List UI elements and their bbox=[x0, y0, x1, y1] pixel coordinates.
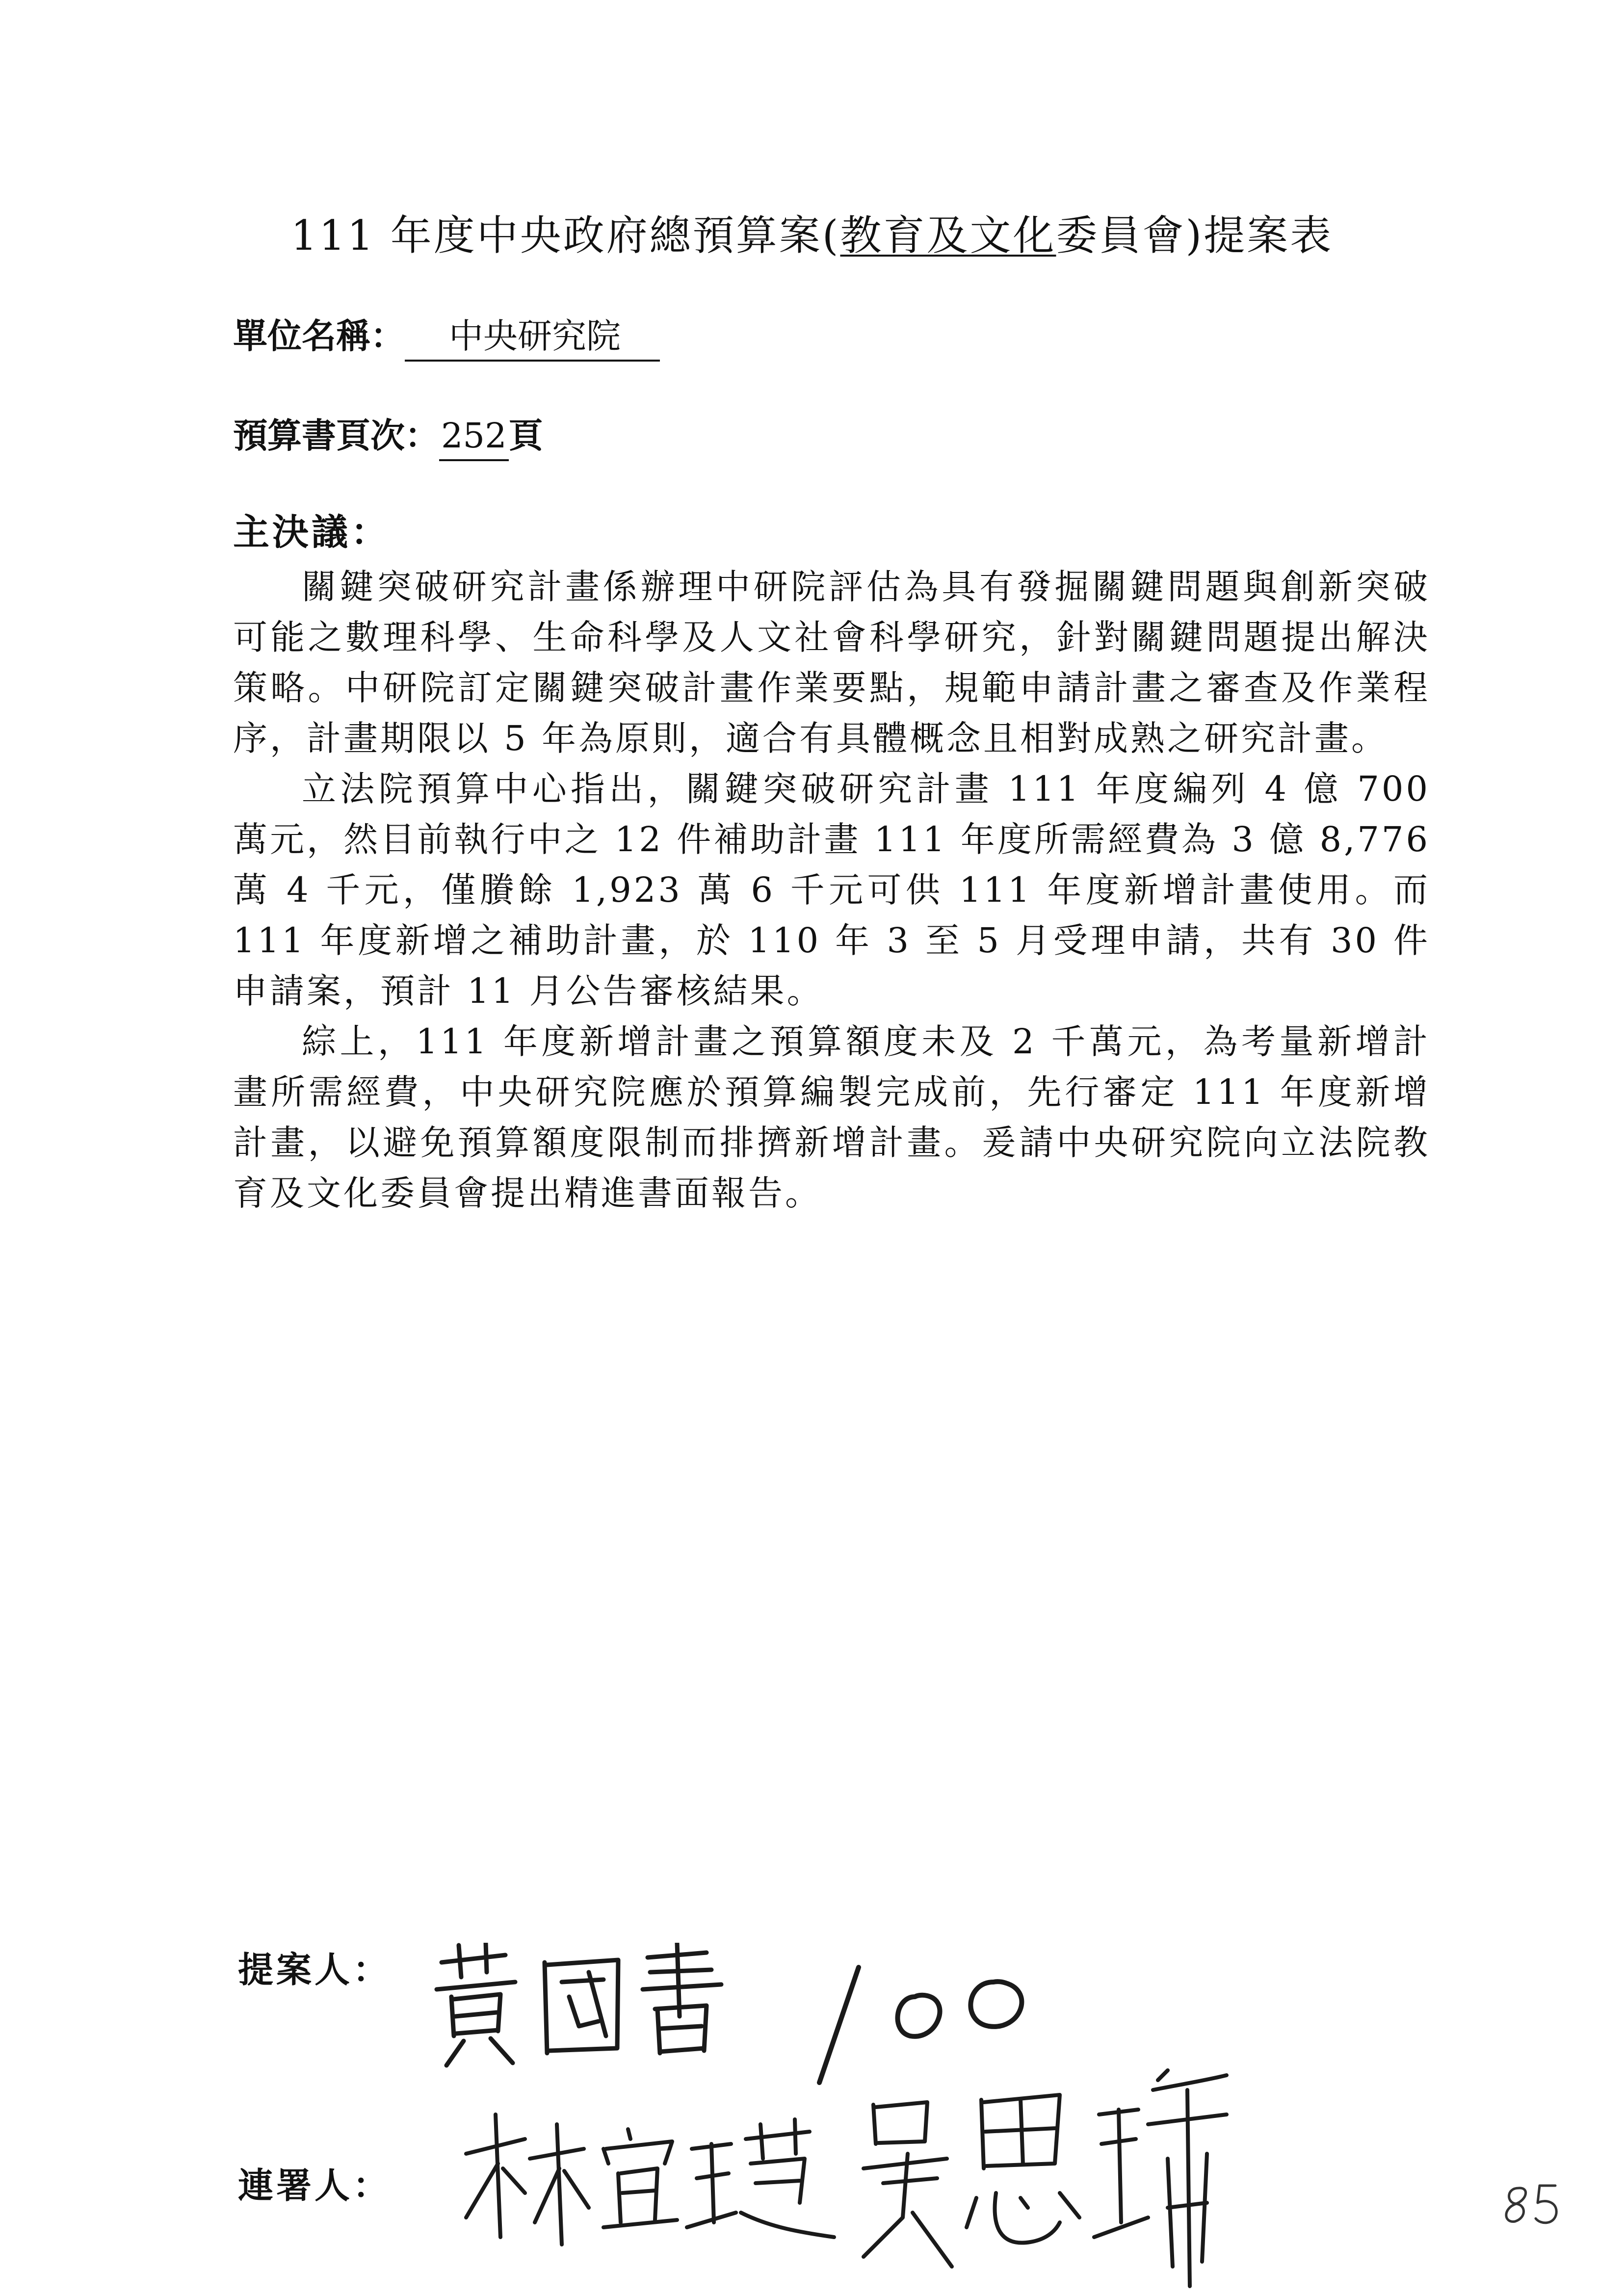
proposer-label: 提案人： bbox=[238, 1949, 392, 1990]
resolution-body bbox=[233, 562, 1430, 1219]
cosigner-signature-2 bbox=[854, 2061, 1236, 2291]
cosigner-signature-1 bbox=[456, 2110, 839, 2257]
handwritten-page-number bbox=[1496, 2178, 1570, 2232]
resolution-paragraph: 立法院預算中心指出，關鍵突破研究計畫 111 年度編列 4 億 700 萬元，然目前執行中之 12 件補助計畫 111 年度所需經費為 3 億 8,776 萬 4 千元，僅賸餘 1,923 萬 6 千元可供 111 年度新增計畫使用。而 111 年度新增之補助計畫，於 110 年 3 至 5 月受理申請，共有 30 件申請案，預計 11 月公告審核結果。 bbox=[233, 769, 1430, 1011]
resolution-paragraph: 關鍵突破研究計畫係辦理中研院評估為具有發掘關鍵問題與創新突破可能之數理科學、生命科學及人文社會科學研究，針對關鍵問題提出解決策略。中研院訂定關鍵突破計畫作業要點，規範申請計畫之審查及作業程序，計畫期限以 5 年為原則，適合有具體概念且相對成熟之研究計畫。 bbox=[233, 567, 1430, 758]
unit-name-label: 單位名稱： bbox=[233, 315, 405, 356]
unit-name-field bbox=[233, 312, 660, 362]
resolution-paragraph: 綜上，111 年度新增計畫之預算額度未及 2 千萬元，為考量新增計畫所需經費，中央研究院應於預算編製完成前，先行審定 111 年度新增計畫，以避免預算額度限制而排擠新增計畫。爰請中央研究院向立法院教育及文化委員會提出精進書面報告。 bbox=[233, 1021, 1430, 1213]
title-committee: 教育及文化 bbox=[840, 211, 1056, 260]
proposer-signature bbox=[432, 1943, 746, 2070]
title-suffix: 委員會)提案表 bbox=[1056, 211, 1334, 260]
resolution-heading: 主決議： bbox=[233, 511, 390, 553]
cosigner-label: 連署人： bbox=[238, 2165, 392, 2206]
budget-page-field bbox=[233, 411, 543, 461]
budget-page-label: 預算書頁次： bbox=[233, 415, 439, 456]
budget-page-suffix: 頁 bbox=[508, 415, 543, 456]
unit-name-value: 中央研究院 bbox=[405, 313, 660, 362]
document-title bbox=[0, 209, 1624, 262]
title-prefix: 111 年度中央政府總預算案( bbox=[290, 211, 840, 260]
budget-page-value: 252 bbox=[439, 412, 509, 461]
